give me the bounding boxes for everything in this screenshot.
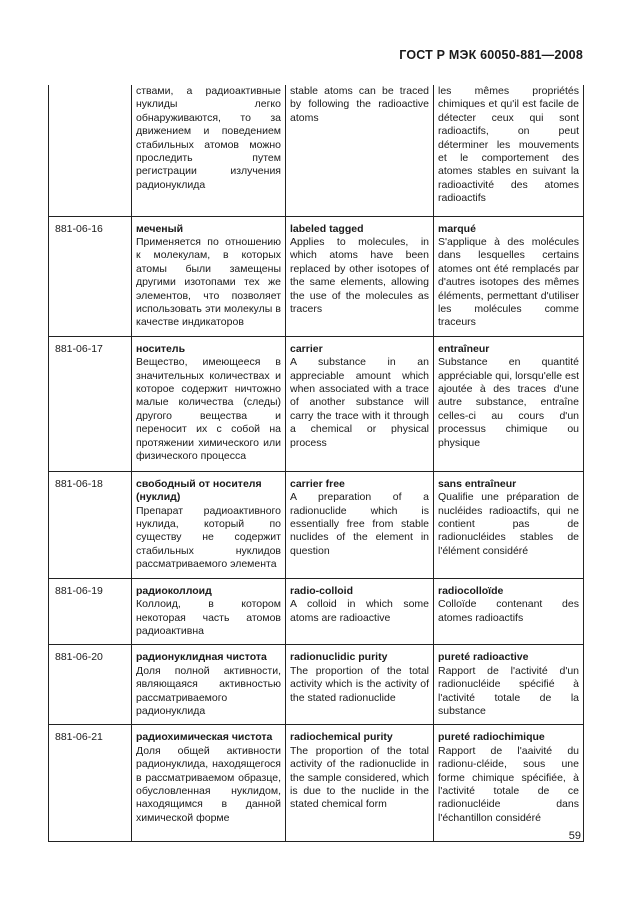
french-definition: les mêmes propriétés chimiques et qu'il est facile de détecter ceux qui sont radioactifs, on peut déterminer les mouvements et le comportement des atomes stables en suivant la radioactivité des atomes radioactifs [438,85,579,205]
table-row [49,336,584,471]
french-cell [434,578,584,645]
english-definition: The proportion of the total activity of the radionuclide in the sample considered, which is due to the nuclide in the stated chemical form [290,744,429,811]
english-term: radionuclidic purity [290,651,388,664]
russian-definition: Доля полной активности, являющаяся активностью рассматриваемого радионуклида [136,664,281,717]
french-term: marqué [438,222,476,235]
english-cell [286,578,434,645]
english-definition: A substance in an appreciable amount which when associated with a trace of another substance will carry the trace with it through a chemical or physical process [290,356,429,449]
russian-term: радиоколлоид [136,584,212,597]
french-definition: Qualifie une préparation de nucléides radioactifs, qui ne contient pas de radionucléides stables de l'élément considéré [438,491,579,557]
french-definition: S'applique à des molécules dans lesquelles certains atomes ont été remplacés par d'autres isotopes des mêmes éléments, permettant d'utiliser les molécules comme traceurs [438,235,579,329]
french-cell [434,336,584,471]
french-definition: Substance en quantité appréciable qui, lorsqu'elle est ajoutée à des traces d'une autre substance, entraîne celles-ci au cours d'un processus chimique ou physique [438,356,579,449]
russian-definition: Препарат радиоактивного нуклида, который по существу не содержит стабильных нуклидов рассматриваемого элемента [136,504,281,571]
russian-cell [132,336,286,471]
russian-definition-cell [132,85,286,216]
russian-term: носитель [136,342,186,355]
term-number: 881-06-19 [49,578,132,645]
english-cell [286,645,434,725]
russian-cell [132,578,286,645]
french-cell [434,216,584,336]
english-definition: A preparation of a radionuclide which is essentially free from stable nuclides of the element in question [290,491,429,557]
english-definition: stable atoms can be traced by following the radioactive atoms [290,85,429,124]
russian-term: радиохимическая чистота [136,731,273,744]
english-term: carrier free [290,477,345,490]
russian-cell [132,216,286,336]
table-row [49,645,584,725]
russian-definition: Вещество, имеющееся в значительных количествах и которое содержит ничтожно малые количества (следы) другого вещества и переносит их с собой на протяжении химического или физического процесса [136,356,281,462]
term-number-cell [49,85,132,216]
term-number: 881-06-17 [49,336,132,471]
english-cell [286,471,434,578]
french-term: sans entraîneur [438,477,517,490]
english-cell [286,336,434,471]
table-row [49,578,584,645]
english-cell [286,725,434,842]
russian-term: свободный от носителя (нуклид) [136,477,262,504]
french-definition-cell [434,85,584,216]
russian-definition: Коллоид, в котором некоторая часть атомов радиоактивна [136,598,281,637]
french-term: radiocolloïde [438,584,504,597]
term-number: 881-06-16 [49,216,132,336]
french-cell [434,725,584,842]
french-term: pureté radioactive [438,651,529,664]
russian-term: меченый [136,222,184,235]
english-definition: The proportion of the total activity which is the activity of the stated radionuclide [290,664,429,704]
english-cell [286,216,434,336]
english-term: radio-colloid [290,584,353,597]
french-definition: Colloïde contenant des atomes radioactifs [438,598,579,624]
document-header: ГОСТ Р МЭК 60050-881—2008 [399,48,583,62]
table-row [49,471,584,578]
english-definition-cell [286,85,434,216]
english-term: labeled tagged [290,222,364,235]
term-number: 881-06-18 [49,471,132,578]
french-definition: Rapport de l'activité d'un radionucléide spécifié à l'activité totale de la substance [438,664,579,717]
english-term: carrier [290,342,323,355]
term-number: 881-06-20 [49,645,132,725]
russian-definition: Применяется по отношению к молекулам, в которых атомы были замещены другими изотопами тех же элементов, что позволяет использовать эти молекулы в качестве индикаторов [136,235,281,329]
french-cell [434,471,584,578]
french-definition: Rapport de l'aaivité du radionu-cléide, sous une forme chimique spécifiée, à l'activité totale de ce radionucléide dans l'échantillon considéré [438,744,579,824]
page-number: 59 [568,830,581,842]
english-definition: Applies to molecules, in which atoms have been replaced by other isotopes of the same elements, allowing the use of the molecules as tracers [290,235,429,315]
french-term: pureté radiochimique [438,731,545,744]
russian-definition: Доля общей активности радионуклида, находящегося в рассматриваемом образце, обусловленная нуклидом, находящимся в данной химической форме [136,744,281,824]
russian-cell [132,725,286,842]
french-term: entraîneur [438,342,490,355]
russian-cell [132,645,286,725]
table-row [49,216,584,336]
russian-cell [132,471,286,578]
continuation-row [49,85,584,216]
table-row [49,725,584,842]
russian-term: радионуклидная чистота [136,651,267,664]
terms-table [48,85,584,842]
english-definition: A colloid in which some atoms are radioactive [290,598,429,624]
russian-definition: ствами, а радиоактивные нуклиды легко обнаруживаются, то за движением и поведением стабильных атомов можно проследить путем регистрации излучения радионуклида [136,85,281,191]
french-cell [434,645,584,725]
english-term: radiochemical purity [290,731,393,744]
term-number: 881-06-21 [49,725,132,842]
